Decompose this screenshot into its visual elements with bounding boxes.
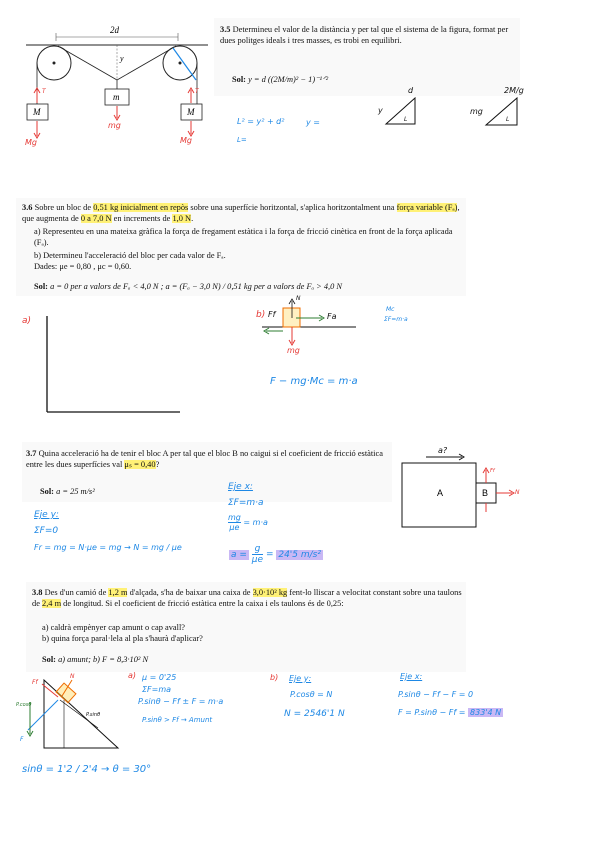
problem-3-8-item-a: a) caldrà empènyer cap amunt o cap avall? [42,623,185,632]
problem-3-8-text: 3.8 Des d'un camió de 1,2 m d'alçada, s'ha de baixar una caixa de 3,0·10² kg fent-lo lliscar a velocitat constant sobre una taulons de 2,4 m de longitud. Si el coeficient de fricció estàtica entre la caixa i els taulons és de 0,25: [32,588,462,608]
fig-Ff-label: Ff [490,468,495,474]
label-2d: 2d [110,25,119,35]
fig-block-B: B [482,488,489,498]
hw-side-mc: Mc [386,306,395,313]
hw-l-equals: L= [237,136,247,144]
problem-3-6-text: 3.6 Sobre un bloc de 0,51 kg inicialment en repòs sobre una superfície horitzontal, s'aplica horitzontalment una força variable (Fₐ), que augmenta de 0 a 7,0 N en increments de 1,0 N. [22,203,460,223]
mass-M-right: M [187,107,195,117]
fig-mg: mg [287,346,300,355]
tri2-top: 2M/g [504,86,524,95]
hw-pythagoras: L² = y² + d² [237,117,285,126]
mass-M-left: M [33,107,41,117]
hw-sumF-38: ΣF=ma [142,685,172,694]
fig-N-label: N [515,489,520,496]
hw-sin-theta: sinθ = 1'2 / 2'4 → θ = 30° [22,764,152,775]
hw-sumF0: ΣF=0 [34,526,59,536]
problem-3-7-solution: Sol: a = 25 m/s² [40,487,95,496]
fig-F-incline: F [20,736,24,743]
tri2-hyp: L [506,116,510,123]
tri1-left: y [378,106,383,115]
mass-m-center: m [113,92,120,102]
problem-3-8-item-b: b) quina força paral·lela al pla s'haurà d'aplicar? [42,634,203,643]
fig-Psin: P.sinθ [86,712,101,718]
problem-number: 3.5 [220,25,231,34]
hw-eje-y-38: Eje y: [289,674,312,683]
weight-label-left: Mg [25,138,37,147]
tri2-left: mg [470,107,483,116]
hw-part-b-label: b) [256,310,266,320]
hw-eq-y: P.cosθ = N [290,690,333,699]
hw-sumF: ΣF=m·a [228,498,264,508]
problem-3-6-solution: Sol: a = 0 per a valors de Fₐ < 4,0 N ; a = (Fₐ − 3,0 N) / 0,51 kg per a valors de Fₐ > 4,0 N [34,282,343,291]
problem-3-6-item-b: b) Determineu l'acceleració del bloc per cada valor de Fₐ. [34,251,226,260]
hw-eje-x: Eje x: [228,482,253,492]
hw-chain: Fr = mg = N·μe = mg → N = mg / μe [34,543,182,552]
tension-label-left: T [42,88,46,95]
problem-3-7-text: 3.7 Quina acceleració ha de tenir el bloc A per tal que el bloc B no caigui si el coeficient de fricció estàtica entre les dues superfícies val μₛ = 0,40? [26,449,383,469]
hw-eje-y: Eje y: [34,510,59,520]
hw-fraction-x: $\frac{mg}{\mu e}$ = m·a [228,513,268,532]
problem-statement: Determineu el valor de la distància y per tal que el sistema de la figura, format per dues politges ideals i tres masses, es trobi en equilibri. [220,25,509,45]
fig-Fa: Fa [327,312,337,321]
hw-mu: μ = 0'25 [142,673,177,682]
fig-block-A: A [437,488,444,498]
hw-F-result: F = P.sinθ − Ff = 833'4 N [398,708,502,717]
hw-eje-x-38: Eje x: [400,672,423,681]
hw-eq1: P.sinθ − Ff ± F = m·a [138,697,224,706]
hw-result: a = $\frac{g}{\mu e}$ = 24'5 m/s² [231,544,321,565]
hw-eq-x: P.sinθ − Ff − F = 0 [398,690,474,699]
hw-y-equals: y = [306,118,320,127]
hw-side-sumF: ΣF=m·a [384,316,408,323]
fig-Ff-incline: Ff [32,679,38,686]
problem-3-5-solution: Sol: y = d ((2M/m)² − 1)⁻¹ᐟ² [232,75,329,84]
hw-b-label: b) [270,673,279,682]
tri1-top: d [408,86,414,95]
problem-3-6-data: Dades: μe = 0,80 , μc = 0,60. [34,262,132,271]
weight-label-center: mg [108,121,121,130]
fig-Ff: Ff [268,310,276,319]
hw-N-value: N = 2546'1 N [284,709,345,719]
fig-N: N [296,295,301,302]
label-y: y [120,54,124,63]
problem-3-6-item-a: a) Representeu en una mateixa gràfica la força de fregament estàtica i la força de fricció cinètica en front de la força aplicada (Fₐ). [34,227,453,247]
weight-label-right: Mg [180,136,192,145]
hw-a-label: a) [128,671,137,680]
hw-eq2: P.sinθ > Ff → Amunt [142,716,213,724]
fig-a-question: a? [438,446,448,455]
hw-part-a-label: a) [22,316,32,326]
fig-N-incline: N [70,673,75,680]
problem-3-8-solution: Sol: a) amunt; b) F = 8,3·10² N [42,655,149,664]
hw-equation: F − mg·Mc = m·a [270,376,358,387]
tension-label-right: T [195,88,199,95]
fig-Pcos: P.cosθ [16,702,32,708]
tri1-hyp: L [404,116,408,123]
